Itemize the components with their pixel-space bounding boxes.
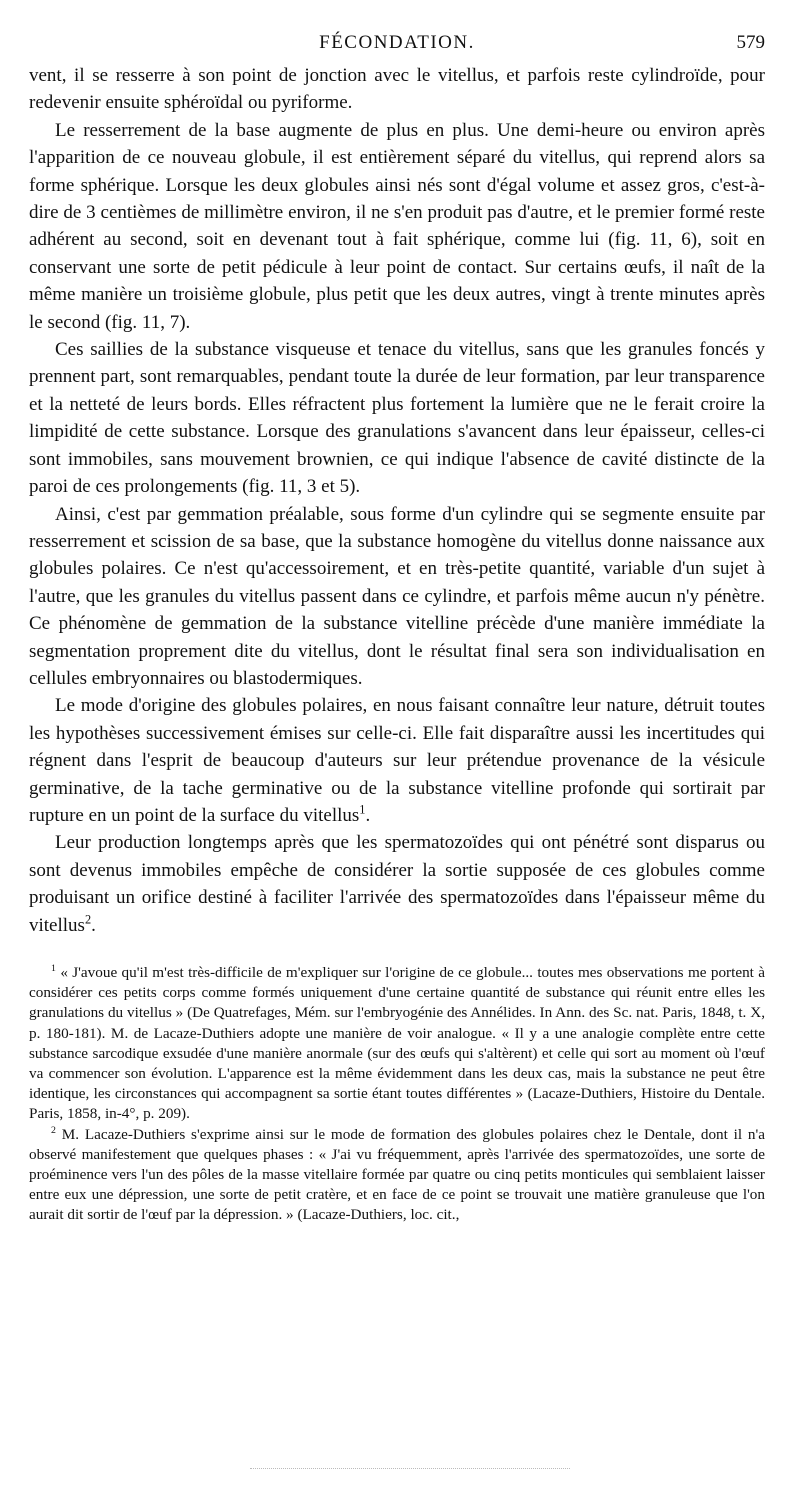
page-header: [29, 28, 765, 58]
paragraph-6: Leur production longtemps après que les spermatozoïdes qui ont pénétré sont disparus ou sont devenus immobiles empêche de considérer la sortie supposée de ces globules comme produisant un orifice destiné à faciliter l'arrivée des spermatozoïdes dans l'épaisseur même du vitellus$^2$.: [29, 832, 765, 936]
paragraph-2: Le resserrement de la base augmente de plus en plus. Une demi-heure ou environ après l'apparition de ce nouveau globule, il est entièrement séparé du vitellus, qui reprend alors sa forme sphérique. Lorsque les deux globules ainsi nés sont d'égal volume et assez gros, c'est-à-dire de 3 centièmes de millimètre environ, il ne s'en produit pas d'autre, et le premier formé reste adhérent au second, soit en devenant tout à fait sphérique, comme lui (fig. 11, 6), soit en conservant une sorte de petit pédicule à leur point de contact. Sur certains œufs, il naît de la même manière un troisième globule, plus petit que les deux autres, vingt à trente minutes après le second (fig. 11, 7).: [29, 119, 765, 333]
page-number: 579: [736, 32, 765, 53]
footnote-mark: 1: [51, 962, 56, 974]
book-page: [29, 28, 765, 1226]
footnote-ref-2[interactable]: 2: [84, 912, 92, 927]
footnote-ref-1[interactable]: 1: [359, 802, 366, 817]
running-title: FÉCONDATION.: [319, 32, 475, 53]
footnote-text: M. Lacaze-Duthiers s'exprime ainsi sur le mode de formation des globules polaires chez le Dentale, dont il n'a observé manifestement que quelques phases : « J'ai vu fréquemment, après l'arrivée des spermatozoïdes, une sorte de proéminence vers l'un des pôles de la masse vitellaire formée par quatre ou cinq petits monticules qui semblaient laisser entre eux une dépression, une sorte de petit cratère, et en face de ce point se trouvait une matière granuleuse que l'on aurait dit sortir de l'œuf par la dépression. » (Lacaze-Duthiers, loc. cit.,: [29, 1125, 766, 1224]
paragraph-4: Ainsi, c'est par gemmation préalable, sous forme d'un cylindre qui se segmente ensuite par resserrement et scission de sa base, que la substance homogène du vitellus donne naissance aux globules polaires. Ce n'est qu'accessoirement, et en très-petite quantité, variable d'un sujet à l'autre, que les granules du vitellus passent dans ce cylindre, et parfois même aucun n'y pénètre. Ce phénomène de gemmation de la substance vitelline précède d'une manière immédiate la segmentation proprement dite du vitellus, dont le résultat final sera son individualisation en cellules embryonnaires ou blastodermiques.: [29, 503, 765, 689]
footnote-2: [29, 1125, 765, 1226]
footnote-text: « J'avoue qu'il m'est très-difficile de m'expliquer sur l'origine de ce globule... toutes mes observations me portent à considérer ces petits corps comme formés uniquement d'une certaine quantité de substance qui réunit entre elles les granulations du vitellus » (De Quatrefages, Mém. sur l'embryogénie des Annélides. In Ann. des Sc. nat. Paris, 1848, t. X, p. 180-181). M. de Lacaze-Duthiers adopte une manière de voir analogue. « Il y a une analogie complète entre cette substance sarcodique exsudée d'une manière anormale (sur des œufs qui s'altèrent) et celle qui sort au moment où l'œuf va commencer son évolution. L'apparence est la même évidemment dans les deux cas, mais la substance ne peut être identique, les circonstances qui accompagnent sa sortie étant toutes différentes » (Lacaze-Duthiers, Histoire du Dentale. Paris, 1858, in-4°, p. 209).: [29, 964, 765, 1123]
footnote-mark: 2: [51, 1124, 56, 1136]
body-text: [29, 62, 765, 939]
paragraph-1: vent, il se resserre à son point de jonction avec le vitellus, et parfois reste cylindroïde, pour redevenir ensuite sphéroïdal ou pyriforme.: [29, 65, 765, 114]
paragraph-3: Ces saillies de la substance visqueuse et tenace du vitellus, sans que les granules foncés y prennent part, sont remarquables, pendant toute la durée de leur formation, par leur transparence et la netteté de leurs bords. Elles réfractent plus fortement la lumière que ne le ferait croire la limpidité de cette substance. Lorsque des granulations s'avancent dans leur épaisseur, celles-ci sont immobiles, sans mouvement brownien, ce qui indique l'absence de cavité distincte de la paroi de ces prolongements (fig. 11, 3 et 5).: [29, 339, 765, 498]
bottom-rule: [250, 1468, 570, 1469]
footnote-1: [29, 963, 765, 1125]
footnotes: [29, 963, 765, 1226]
paragraph-5: Le mode d'origine des globules polaires, en nous faisant connaître leur nature, détruit toutes les hypothèses successivement émises sur celle-ci. Elle fait disparaître aussi les incertitudes qui régnent dans l'esprit de beaucoup d'auteurs sur leur prétendue provenance de la vésicule germinative, de la tache germinative ou de la substance vitelline profonde qui sortirait par rupture en un point de la surface du vitellus$^1$.: [29, 695, 765, 826]
